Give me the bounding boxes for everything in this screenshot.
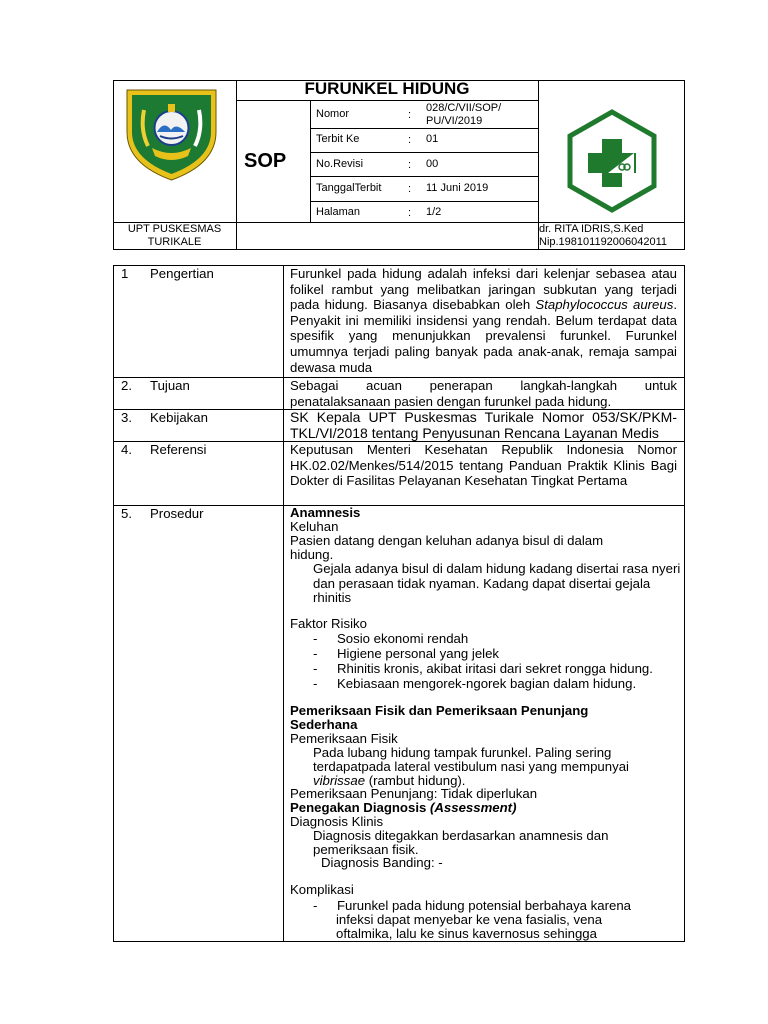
komplikasi-line: Furunkel pada hidung potensial berbahaya karena — [337, 898, 632, 913]
diag-klinis-label: Diagnosis Klinis — [290, 814, 384, 829]
pem-fisik-after: (rambut hidung). — [365, 773, 466, 788]
signer-name: dr. RITA IDRIS,S.Ked — [539, 223, 644, 235]
pemeriksaan-heading-2: Sederhana — [290, 717, 358, 732]
kebijakan-text: SK Kepala UPT Puskesmas Turikale Nomor 053/SK/PKM-TKL/VI/2018 tentang Penyusunan Rencana Layanan Medis — [290, 409, 677, 441]
dash: - — [313, 676, 318, 691]
section-number: 5. — [121, 506, 132, 521]
field-sep: : — [408, 109, 412, 121]
org-name-line1: UPT PUSKESMAS — [127, 223, 222, 235]
faktor-text: Higiene personal yang jelek — [337, 646, 500, 661]
field-sep: : — [408, 159, 412, 171]
dash: - — [313, 661, 318, 676]
pem-penunjang: Pemeriksaan Penunjang: Tidak diperlukan — [290, 786, 538, 801]
signer-nip: Nip.198101192006042011 — [539, 236, 668, 248]
org-name-line2: TURIKALE — [147, 236, 202, 248]
section-number: 3. — [121, 410, 132, 425]
document-title: FURUNKEL HIDUNG — [304, 79, 470, 98]
diag-klinis-line2: pemeriksaan fisik. — [313, 842, 419, 857]
section-number: 2. — [121, 378, 132, 393]
faktor-risiko-label: Faktor Risiko — [290, 616, 367, 631]
pengertian-text-b: . Penyakit ini memiliki insidensi yang rendah. Belum terdapat data spesifik yang menunjukkan prevalensi furunkel. Furunkel umumnya terjadi paling banyak pada anak-anak, remaja sampai dewasa muda — [290, 297, 677, 375]
field-value-nomor-1: 028/C/VII/SOP/ — [426, 102, 502, 114]
tujuan-text: Sebagai acuan penerapan langkah-langkah untuk penatalaksanaan pasien dengan furunkel pada hidung. — [290, 378, 677, 409]
referensi-text: Keputusan Menteri Kesehatan Republik Indonesia Nomor HK.02.02/Menkes/514/2015 tentang Panduan Praktik Klinis Bagi Dokter di Fasilitas Pelayanan Kesehatan Tingkat Pertama — [290, 442, 677, 489]
field-sep: : — [408, 134, 412, 146]
anamnesis-heading: Anamnesis — [290, 505, 361, 520]
pengertian-text — [290, 266, 677, 375]
section-title-tujuan: Tujuan — [150, 378, 190, 393]
komplikasi-line: infeksi dapat menyebar ke vena fasialis, vena — [336, 912, 603, 927]
field-value-tanggal: 11 Juni 2019 — [426, 182, 489, 194]
diag-klinis-line1: Diagnosis ditegakkan berdasarkan anamnesis dan — [313, 828, 609, 843]
faktor-text: Sosio ekonomi rendah — [337, 631, 469, 646]
faktor-text: Kebiasaan mengorek-ngorek bagian dalam hidung. — [337, 676, 637, 691]
field-label-revisi: No.Revisi — [316, 158, 364, 170]
pem-fisik-line2: terdapatpada lateral vestibulum nasi yang mempunyai — [313, 759, 629, 774]
faktor-text: Rhinitis kronis, akibat iritasi dari sekret rongga hidung. — [337, 661, 653, 676]
dash: - — [313, 646, 318, 661]
section-title-pengertian: Pengertian — [150, 266, 214, 281]
section-title-kebijakan: Kebijakan — [150, 410, 208, 425]
field-label-terbit: Terbit Ke — [316, 133, 360, 145]
pengertian-italic: Staphylococcus aureus — [535, 297, 674, 313]
field-sep: : — [408, 183, 412, 195]
dash: - — [313, 898, 318, 913]
field-label-nomor: Nomor — [316, 108, 350, 120]
field-value-halaman: 1/2 — [426, 206, 442, 218]
field-value-terbit: 01 — [426, 133, 439, 145]
komplikasi-label: Komplikasi — [290, 882, 354, 897]
field-sep: : — [408, 207, 412, 219]
field-label-halaman: Halaman — [316, 206, 361, 218]
pemeriksaan-heading-1: Pemeriksaan Fisik dan Pemeriksaan Penunjang — [290, 703, 589, 718]
field-value-nomor-2: PU/VI/2019 — [426, 115, 483, 127]
assessment-italic: (Assessment) — [429, 800, 517, 815]
field-value-revisi: 00 — [426, 158, 439, 170]
sop-label: SOP — [244, 150, 287, 172]
regional-emblem-icon — [124, 86, 219, 182]
section-number: 4. — [121, 442, 132, 457]
section-number: 1 — [121, 266, 129, 281]
penegakan-text: Penegakan Diagnosis — [290, 800, 430, 815]
komplikasi-line: oftalmika, lalu ke sinus kavernosus sehingga — [336, 926, 597, 941]
keluhan-text: Pasien datang dengan keluhan adanya bisul di dalam hidung. — [290, 533, 604, 562]
field-label-tanggal: TanggalTerbit — [316, 182, 382, 194]
pengertian-text-a: Furunkel pada hidung adalah infeksi dari kelenjar sebasea atau folikel rambut yang melibatkan jaringan subkutan yang terjadi pada hidung. Biasanya disebabkan oleh — [290, 266, 677, 313]
penegakan-heading — [290, 801, 516, 815]
puskesmas-cross-icon — [566, 109, 658, 213]
pem-fisik-label: Pemeriksaan Fisik — [290, 731, 398, 746]
section-title-prosedur: Prosedur — [150, 506, 204, 521]
gejala-text: Gejala adanya bisul di dalam hidung kadang disertai rasa nyeri dan perasaan tidak nyaman. Kadang dapat disertai gejala rhinitis — [313, 561, 681, 605]
pem-fisik-line1: Pada lubang hidung tampak furunkel. Paling sering — [313, 745, 612, 760]
diag-banding: Diagnosis Banding: - — [321, 855, 443, 870]
keluhan-label: Keluhan — [290, 519, 339, 534]
dash: - — [313, 631, 318, 646]
section-title-referensi: Referensi — [150, 442, 207, 457]
vibrissae-italic: vibrissae — [313, 773, 366, 788]
